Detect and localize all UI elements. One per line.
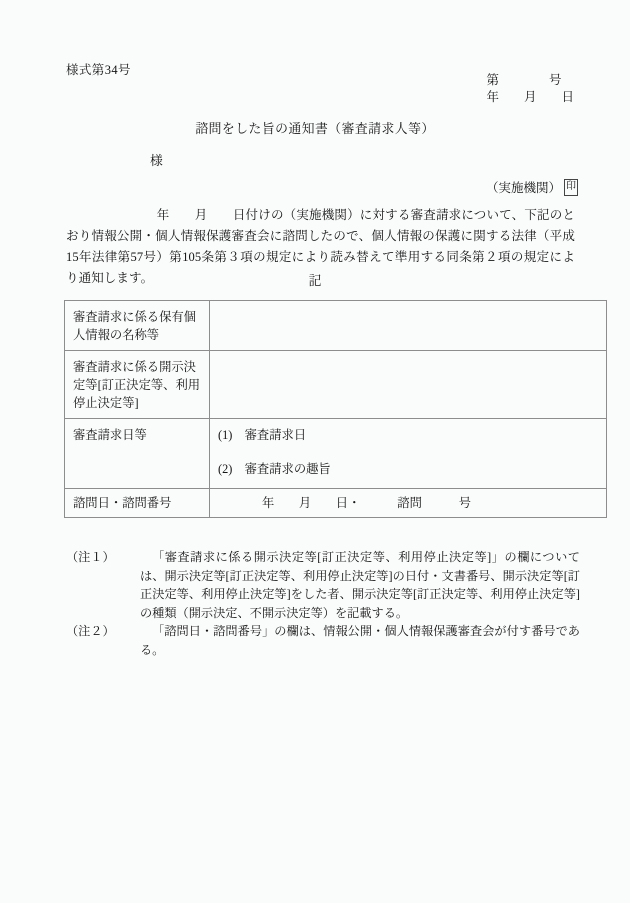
- addressee-line: 様: [150, 154, 163, 168]
- row-value-disclosure-decision[interactable]: [210, 351, 607, 419]
- request-item-1: (1) 審査請求日: [218, 428, 307, 442]
- note-item: [66, 622, 580, 659]
- ki-marker: 記: [308, 274, 322, 288]
- page-title: 諮問をした旨の通知書（審査請求人等）: [195, 122, 435, 136]
- document-meta: [486, 72, 574, 106]
- notification-table: [64, 300, 607, 518]
- form-number: 様式第34号: [66, 63, 131, 77]
- seal-icon: 印: [564, 179, 578, 196]
- row-label-request-date: 審査請求日等: [65, 419, 210, 489]
- table-row: [65, 489, 607, 518]
- note-item: [66, 548, 580, 622]
- row-value-request-date[interactable]: [210, 419, 607, 489]
- document-number-line: 第 号: [486, 73, 562, 87]
- table-row: [65, 301, 607, 351]
- body-paragraph: 年 月 日付けの（実施機関）に対する審査請求について、下記のとおり情報公開・個人情報保護審査会に諮問したので、個人情報の保護に関する法律（平成15年法律第57号）第105条第３項の規定により読み替えて準用する同条第２項の規定により通知します。: [66, 208, 575, 285]
- consultation-date-number: 年 月 日・ 諮問 号: [262, 496, 472, 510]
- table-row: [65, 351, 607, 419]
- note-1-label: （注１）: [66, 550, 115, 564]
- row-label-disclosure-decision: 審査請求に係る開示決定等[訂正決定等、利用停止決定等]: [65, 351, 210, 419]
- note-2-text: 「諮問日・諮問番号」の欄は、情報公開・個人情報保護審査会が付す番号である。: [140, 624, 580, 657]
- notes-section: [66, 548, 580, 659]
- document-date-line: 年 月 日: [486, 90, 574, 104]
- row-label-retained-info: 審査請求に係る保有個人情報の名称等: [65, 301, 210, 351]
- row-label-consultation-number: 諮問日・諮問番号: [65, 489, 210, 518]
- row-value-consultation-number[interactable]: [210, 489, 607, 518]
- note-1-text: 「審査請求に係る開示決定等[訂正決定等、利用停止決定等]」の欄については、開示決定等[訂正決定等、利用停止決定等]の日付・文書番号、開示決定等[訂正決定等、利用停止決定等]をした者、開示決定等[訂正決定等、利用停止決定等]の種類（開示決定、不開示決定等）を記載する。: [140, 550, 580, 620]
- note-2-label: （注２）: [66, 624, 115, 638]
- request-item-2: (2) 審査請求の趣旨: [218, 462, 331, 476]
- row-value-retained-info[interactable]: [210, 301, 607, 351]
- issuer-label: （実施機関）: [485, 181, 561, 195]
- issuer-line: [486, 178, 578, 196]
- table-row: [65, 419, 607, 489]
